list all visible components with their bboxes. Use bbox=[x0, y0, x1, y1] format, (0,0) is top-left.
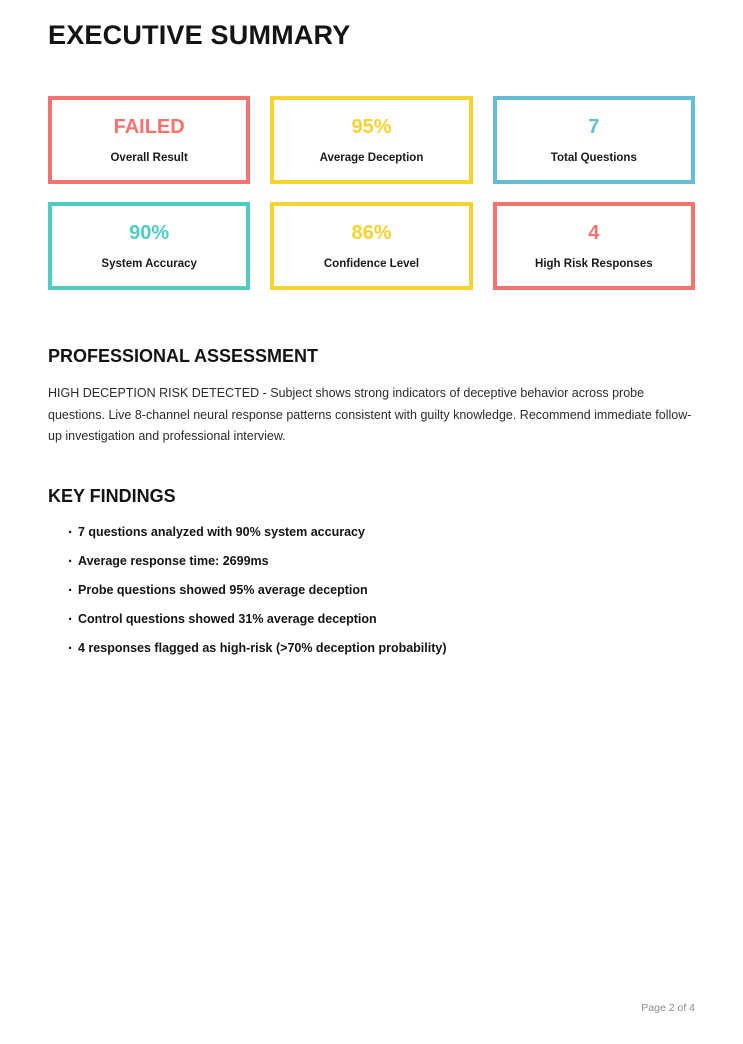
metric-label: Overall Result bbox=[110, 152, 188, 164]
metric-card-high-risk-responses bbox=[493, 202, 695, 290]
assessment-heading: PROFESSIONAL ASSESSMENT bbox=[48, 346, 319, 366]
list-item: · 7 questions analyzed with 90% system accuracy bbox=[68, 525, 695, 539]
page-title: EXECUTIVE SUMMARY bbox=[48, 20, 351, 50]
metric-label: Average Deception bbox=[319, 152, 424, 164]
metric-label: System Accuracy bbox=[101, 258, 197, 270]
metric-value: 4 bbox=[588, 222, 600, 244]
metrics-grid bbox=[48, 96, 695, 290]
key-findings-section bbox=[48, 486, 695, 655]
list-item: · 4 responses flagged as high-risk (>70% deception probability) bbox=[68, 641, 695, 655]
metric-value: 86% bbox=[351, 222, 392, 244]
metric-card-confidence-level bbox=[270, 202, 472, 290]
page-footer: Page 2 of 4 bbox=[641, 1002, 695, 1014]
metric-card-total-questions bbox=[493, 96, 695, 184]
metric-value: 7 bbox=[588, 116, 600, 138]
findings-list bbox=[48, 525, 695, 655]
assessment-body: HIGH DECEPTION RISK DETECTED - Subject shows strong indicators of deceptive behavior across probe questions. Live 8-channel neural response patterns consistent with guilty knowledge. Recommend immediate follow-up investigation and professional interview. bbox=[48, 386, 692, 443]
metric-label: Confidence Level bbox=[323, 258, 420, 270]
metric-card-system-accuracy bbox=[48, 202, 250, 290]
metric-card-overall-result bbox=[48, 96, 250, 184]
list-item: · Control questions showed 31% average deception bbox=[68, 612, 695, 626]
list-item: · Average response time: 2699ms bbox=[68, 554, 695, 568]
metric-label: Total Questions bbox=[550, 152, 637, 164]
metric-value: FAILED bbox=[113, 116, 185, 138]
metric-value: 90% bbox=[129, 222, 170, 244]
metric-label: High Risk Responses bbox=[535, 258, 653, 270]
findings-heading: KEY FINDINGS bbox=[48, 485, 176, 506]
metric-value: 95% bbox=[351, 116, 392, 138]
professional-assessment-section bbox=[48, 346, 695, 448]
list-item: · Probe questions showed 95% average deception bbox=[68, 583, 695, 597]
metric-card-average-deception bbox=[270, 96, 472, 184]
